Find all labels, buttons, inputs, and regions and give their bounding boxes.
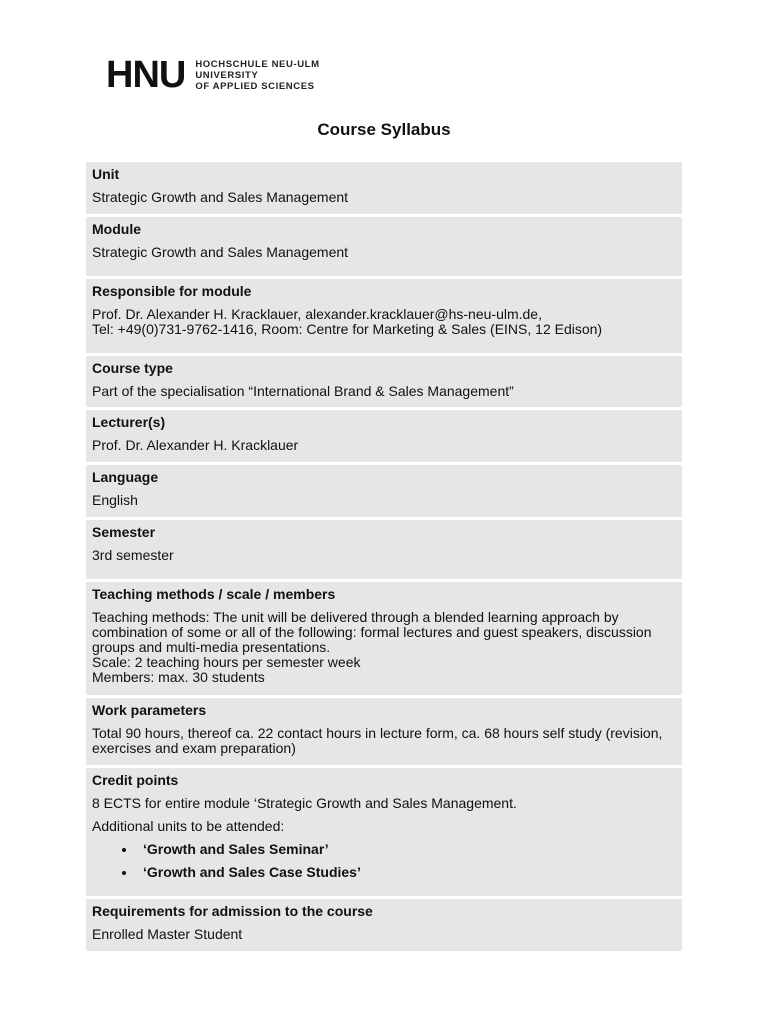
row-value: Strategic Growth and Sales Management <box>92 244 349 260</box>
row-unit <box>86 162 682 214</box>
row-module <box>86 217 682 276</box>
row-value: Prof. Dr. Alexander H. Kracklauer <box>92 437 299 453</box>
row-value-line: groups and multi-media presentations. <box>92 639 331 655</box>
row-value-line: Additional units to be attended: <box>92 818 285 834</box>
row-label: Requirements for admission to the course <box>92 903 373 919</box>
row-label: Semester <box>92 524 156 540</box>
syllabus-table <box>86 162 682 954</box>
row-value-line: combination of some or all of the following: formal lectures and guest speakers, discussion <box>92 624 652 640</box>
row-responsible <box>86 279 682 353</box>
row-label: Responsible for module <box>92 283 252 299</box>
row-lecturers <box>86 410 682 462</box>
row-value: English <box>92 492 138 508</box>
row-label: Lecturer(s) <box>92 414 166 430</box>
row-value-line: Members: max. 30 students <box>92 669 265 685</box>
list-item: • ‘Growth and Sales Seminar’ <box>137 842 676 857</box>
row-value-line: Prof. Dr. Alexander H. Kracklauer, alexander.kracklauer@hs-neu-ulm.de, <box>92 306 542 322</box>
row-value-line: 8 ECTS for entire module ‘Strategic Growth and Sales Management. <box>92 795 517 811</box>
row-label: Teaching methods / scale / members <box>92 586 336 602</box>
list-item: • ‘Growth and Sales Case Studies’ <box>137 865 676 880</box>
row-value-line: exercises and exam preparation) <box>92 740 296 756</box>
row-label: Unit <box>92 166 120 182</box>
row-value: 3rd semester <box>92 547 174 563</box>
row-value: Enrolled Master Student <box>92 926 243 942</box>
row-label: Course type <box>92 360 173 376</box>
row-value-line: Total 90 hours, thereof ca. 22 contact hours in lecture form, ca. 68 hours self study (revision, <box>92 725 663 741</box>
logo-mark: HNU <box>106 54 186 96</box>
row-value-line: Tel: +49(0)731-9762-1416, Room: Centre for Marketing & Sales (EINS, 12 Edison) <box>92 321 603 337</box>
row-requirements <box>86 899 682 951</box>
row-semester <box>86 520 682 579</box>
row-label: Language <box>92 469 159 485</box>
row-value: Strategic Growth and Sales Management <box>92 189 349 205</box>
row-value-line: Teaching methods: The unit will be delivered through a blended learning approach by <box>92 609 619 625</box>
row-label: Module <box>92 221 141 237</box>
row-label: Credit points <box>92 772 179 788</box>
row-value: Part of the specialisation “International Brand & Sales Management” <box>92 383 514 399</box>
row-label: Work parameters <box>92 702 207 718</box>
logo-text <box>195 59 319 92</box>
logo-line-2: UNIVERSITY <box>195 69 259 81</box>
page-title: Course Syllabus <box>317 120 451 139</box>
logo-line-3: OF APPLIED SCIENCES <box>195 80 315 92</box>
university-logo <box>106 56 320 94</box>
row-work-parameters <box>86 698 682 765</box>
row-credit-points <box>86 768 682 896</box>
row-language <box>86 465 682 517</box>
row-teaching <box>86 582 682 695</box>
additional-units-list <box>92 842 676 880</box>
logo-line-1: HOCHSCHULE NEU-ULM <box>195 58 320 70</box>
row-value-line: Scale: 2 teaching hours per semester week <box>92 654 361 670</box>
row-course-type <box>86 356 682 407</box>
